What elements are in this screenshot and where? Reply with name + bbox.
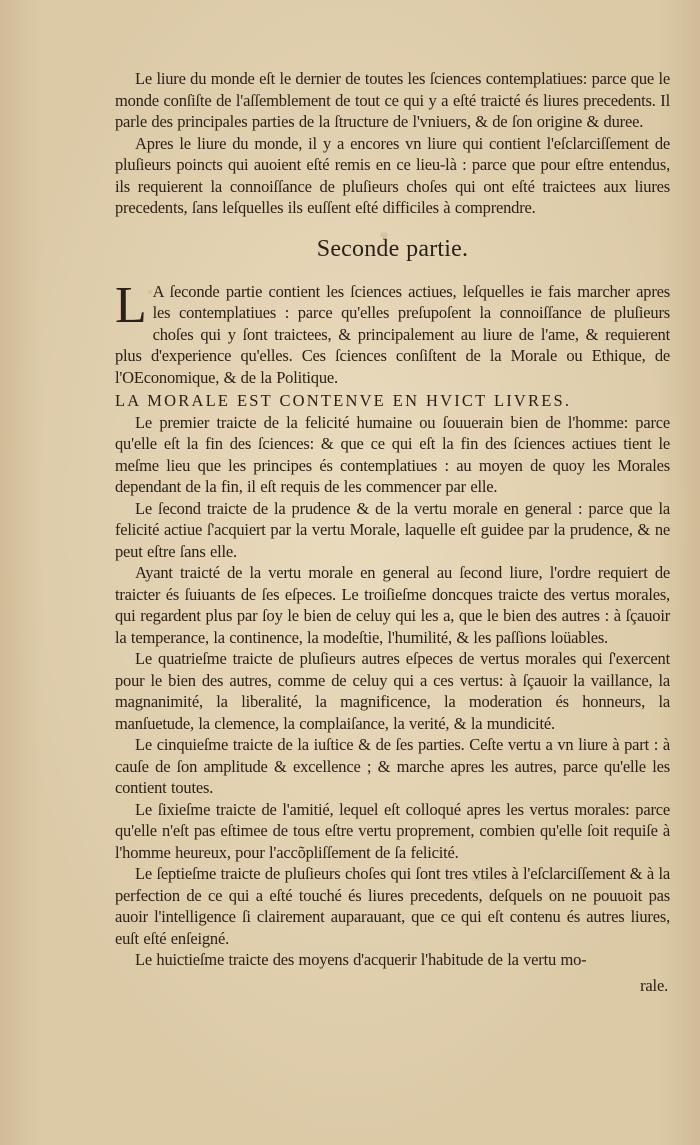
paragraph-book-3: Ayant traicté de la vertu morale en general au ſecond liure, l'ordre requiert de traicter és ſuiuants de ſes eſpeces. Le troiſieſme doncques traicte des vertus morales, qui regardent plus par ſoy le bien de celuy qui les a, que le bien des autres : à ſçauoir la temperance, la continence, la modeſtie, l'humilité, & les paſſions loüables. <box>115 563 670 647</box>
paragraph-book-5: Le cinquieſme traicte de la iuſtice & de ſes parties. Ceſte vertu a vn liure à part : à cauſe de ſon amplitude & excellence ; & marche apres les autres, parce qu'elle les contient toutes. <box>115 735 670 797</box>
paragraph-book-6: Le ſixieſme traicte de l'amitié, lequel eſt colloqué apres les vertus morales: parce qu'elle n'eſt pas eſtimee de tous eſtre vertu proprement, combien qu'elle ſoit requiſe à l'homme heureux, pour l'accõpliſſement de ſa felicité. <box>115 799 670 862</box>
section-opening-paragraph <box>115 276 670 389</box>
text-column <box>115 68 670 996</box>
catchword: rale. <box>640 975 668 995</box>
paragraph-book-2: Le ſecond traicte de la prudence & de la vertu morale en general : parce que la felicité actiue ſ'acquiert par la vertu Morale, laquelle eſt guidee par la prudence, & ne peut eſtre ſans elle. <box>115 498 670 561</box>
intro-paragraph-1: Le liure du monde eſt le dernier de toutes les ſciences contemplatiues: parce que le monde conſiſte de l'aſſemblement de tout ce qui y a eſté traicté és liures precedents. Il parle des principales parties de la ſtructure de l'vniuers, & de ſon origine & duree. <box>115 69 670 131</box>
paragraph-book-7: Le ſeptieſme traicte de pluſieurs choſes qui ſont tres vtiles à l'eſclarciſſement & à la perfection de ce qui a eſté touché és liures precedents, deſquels on ne pouuoit pas auoir l'intelligence ſi clairement auparauant, que ce qui eſt contenu és autres liures, euſt eſté enſeigné. <box>115 864 670 948</box>
intro-paragraph-2: Apres le liure du monde, il y a encores vn liure qui contient l'eſclarciſſement de pluſieurs poincts qui auoient eſté remis en ce lieu-là : parce que pour eſtre entendus, ils requierent la connoiſſance de pluſieurs choſes qui ont eſté traictees aux liures precedents, ſans leſquelles ils euſſent eſté difficiles à comprendre. <box>115 133 670 217</box>
drop-cap-letter: L <box>115 276 147 334</box>
section-title: Seconde partie. <box>316 235 469 262</box>
paragraph-book-8: Le huictieſme traicte des moyens d'acquerir l'habitude de la vertu mo- <box>135 950 587 969</box>
caps-heading: LA MORALE EST CONTENVE EN HVICT LIVRES. <box>115 391 572 410</box>
section-opening-text: A ſeconde partie contient les ſciences actiues, leſquelles ie fais marcher apres les contemplatiues : parce qu'elles preſupoſent la connoiſſance de pluſieurs choſes qui y ſont traictees, & principalement au liure de l'ame, & requierent plus d'experience qu'elles. Ces ſciences conſiſtent de la Morale ou Ethique, de l'OEconomique, & de la Politique. <box>115 281 670 387</box>
paragraph-book-1: Le premier traicte de la felicité humaine ou ſouuerain bien de l'homme: parce qu'elle eſt la fin des ſciences: & que ce qui eſt la fin des ſciences actiues tient le meſme lieu que les principes és contemplatiues : au moyen de quoy les Morales dependant de la fin, il eſt requis de les commencer par elle. <box>115 412 670 496</box>
paragraph-book-4: Le quatrieſme traicte de pluſieurs autres eſpeces de vertus morales qui ſ'exercent pour le bien des autres, comme de celuy qui a ces vertus: à ſçauoir la vaillance, la magnanimité, la liberalité, la magnificence, la moderation és honneurs, la manſuetude, la clemence, la complaiſance, la verité, & la mundicité. <box>115 649 670 733</box>
